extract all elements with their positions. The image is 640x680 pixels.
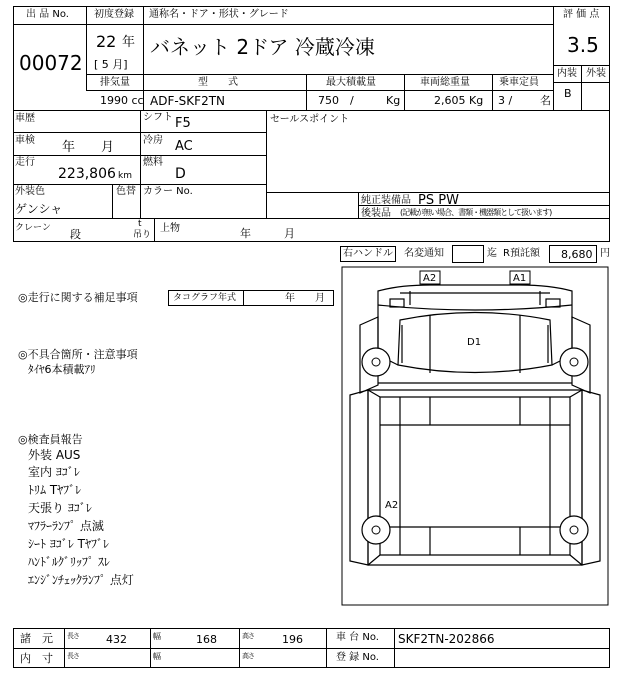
reg-year: 22 bbox=[96, 32, 117, 51]
color-label: 外装色 bbox=[15, 186, 45, 197]
max-load-label: 最大積載量 bbox=[326, 77, 376, 88]
aftermarket-note: (記載が無い場合、書類・機器類として扱います) bbox=[400, 208, 552, 217]
fuel-value: D bbox=[175, 166, 186, 182]
model-title-label: 通称名・ドア・形状・グレード bbox=[149, 9, 289, 20]
length-label: 長さ bbox=[67, 632, 79, 640]
color-no-label: カラー No. bbox=[143, 186, 193, 197]
reg-no-label: 登 録 No. bbox=[336, 652, 379, 663]
crane-ton: t bbox=[138, 219, 142, 229]
interior-label: 内装 bbox=[557, 68, 577, 79]
dims-label: 諸 元 bbox=[20, 632, 53, 645]
capacity-label: 乗車定員 bbox=[499, 77, 539, 88]
crane-stage: 段 bbox=[70, 228, 81, 241]
mileage-value: 223,806 bbox=[58, 166, 116, 182]
defects-label: ◎不具合箇所・注意事項 bbox=[18, 348, 138, 361]
sales-point-label: セールスポイント bbox=[270, 114, 350, 125]
damage-mark: D1 bbox=[467, 337, 482, 348]
score-label: 評 価 点 bbox=[563, 9, 600, 20]
length-label: 長さ bbox=[67, 652, 79, 660]
max-load-value: 750 / bbox=[318, 94, 354, 107]
aftermarket-label: 後装品 bbox=[361, 208, 391, 219]
upper-ym: 年 月 bbox=[240, 227, 295, 240]
damage-mark: A2 bbox=[423, 273, 437, 284]
tacho-label: タコグラフ年式 bbox=[173, 293, 237, 303]
damage-mark: A1 bbox=[513, 273, 527, 284]
color-code-label: 色替 bbox=[116, 186, 136, 197]
capacity-unit: 名 bbox=[540, 94, 551, 107]
displacement-value: 1990 cc bbox=[100, 94, 144, 107]
equipment-value: PS PW bbox=[418, 193, 459, 208]
name-change-label: 名変通知 bbox=[404, 248, 444, 259]
length-value: 432 bbox=[106, 633, 127, 646]
crane-label: クレーン bbox=[15, 223, 51, 233]
chassis-label: 車 台 No. bbox=[336, 632, 379, 643]
inspector-item: 天張り ﾖｺﾞﾚ bbox=[28, 501, 92, 515]
nox-label: 迄 bbox=[487, 248, 497, 259]
fuel-label: 燃料 bbox=[143, 157, 163, 168]
width-value: 168 bbox=[196, 633, 217, 646]
gvw-label: 車両総重量 bbox=[420, 77, 470, 88]
color-value: ゲンシャ bbox=[15, 202, 63, 216]
displacement-label: 排気量 bbox=[100, 77, 130, 88]
reg-month: [ 5 月] bbox=[94, 58, 128, 71]
history-label: 車歴 bbox=[15, 113, 35, 124]
ac-label: 冷房 bbox=[143, 135, 163, 146]
steering-side: 右ハンドル bbox=[343, 248, 393, 259]
equipment-label: 純正装備品 bbox=[361, 195, 411, 206]
first-reg-label: 初度登録 bbox=[94, 9, 134, 20]
inspector-item: ﾄﾘﾑ Tﾔﾌﾞﾚ bbox=[28, 483, 82, 497]
header-section bbox=[0, 0, 640, 255]
r-cert-label: R預託額 bbox=[503, 248, 540, 259]
mileage-unit: km bbox=[118, 171, 132, 181]
footer-section bbox=[0, 624, 640, 674]
max-load-unit: Kg bbox=[386, 94, 401, 107]
lot-label: 出 品 No. bbox=[26, 9, 69, 20]
height-label: 高さ bbox=[242, 652, 254, 660]
height-label: 高さ bbox=[242, 632, 254, 640]
model-label: 型 式 bbox=[198, 77, 238, 88]
damage-mark: A2 bbox=[385, 500, 399, 511]
inner-dims-label: 内 寸 bbox=[20, 652, 53, 665]
height-value: 196 bbox=[282, 633, 303, 646]
vehicle-name: バネット 2ドア 冷蔵冷凍 bbox=[150, 35, 375, 59]
inspector-item: 室内 ﾖｺﾞﾚ bbox=[28, 465, 80, 479]
inspection-label: 車検 bbox=[15, 135, 35, 146]
model-code: ADF-SKF2TN bbox=[150, 94, 226, 108]
truck-outline bbox=[340, 265, 610, 608]
defect-item: ﾀｲﾔ6本積載ｱﾘ bbox=[28, 363, 96, 376]
ac-value: AC bbox=[175, 139, 193, 154]
width-label: 幅 bbox=[153, 632, 161, 641]
yen-label: 円 bbox=[600, 248, 610, 259]
upper-label: 上物 bbox=[160, 223, 180, 234]
inspector-item: ﾊﾝﾄﾞﾙｸﾞﾘｯﾌﾟ ｽﾚ bbox=[28, 555, 110, 569]
inspector-item: 外装 AUS bbox=[28, 448, 81, 462]
r-cert-value: 8,680 bbox=[561, 248, 593, 261]
score-value: 3.5 bbox=[567, 33, 599, 57]
inspection-ym: 年 月 bbox=[62, 140, 115, 155]
inspector-label: ◎検査員報告 bbox=[18, 433, 83, 446]
vehicle-damage-diagram bbox=[340, 265, 610, 608]
interior-grade: B bbox=[564, 87, 572, 100]
steering-row bbox=[0, 243, 640, 265]
inspector-item: ﾏﾌﾗｰﾗﾝﾌﾟ 点滅 bbox=[28, 519, 104, 533]
width-label: 幅 bbox=[153, 652, 161, 661]
driving-notes-label: ◎走行に関する補足事項 bbox=[18, 291, 138, 304]
shift-value: F5 bbox=[175, 116, 191, 131]
notes-section bbox=[0, 268, 340, 608]
tacho-ym: 年 月 bbox=[285, 293, 325, 304]
crane-hang: 吊り bbox=[133, 230, 152, 240]
shift-label: シフト bbox=[143, 112, 173, 123]
inspector-item: ｴﾝｼﾞﾝﾁｪｯｸﾗﾝﾌﾟ 点灯 bbox=[28, 573, 134, 587]
mileage-label: 走行 bbox=[15, 157, 35, 168]
reg-year-char: 年 bbox=[122, 35, 136, 50]
chassis-value: SKF2TN-202866 bbox=[398, 632, 495, 646]
lot-number: 00072 bbox=[19, 51, 83, 75]
exterior-label: 外装 bbox=[586, 68, 606, 79]
inspector-item: ｼｰﾄ ﾖｺﾞﾚ Tﾔﾌﾞﾚ bbox=[28, 537, 109, 551]
gvw-value: 2,605 Kg bbox=[434, 94, 484, 107]
capacity-value: 3 / bbox=[498, 94, 513, 107]
